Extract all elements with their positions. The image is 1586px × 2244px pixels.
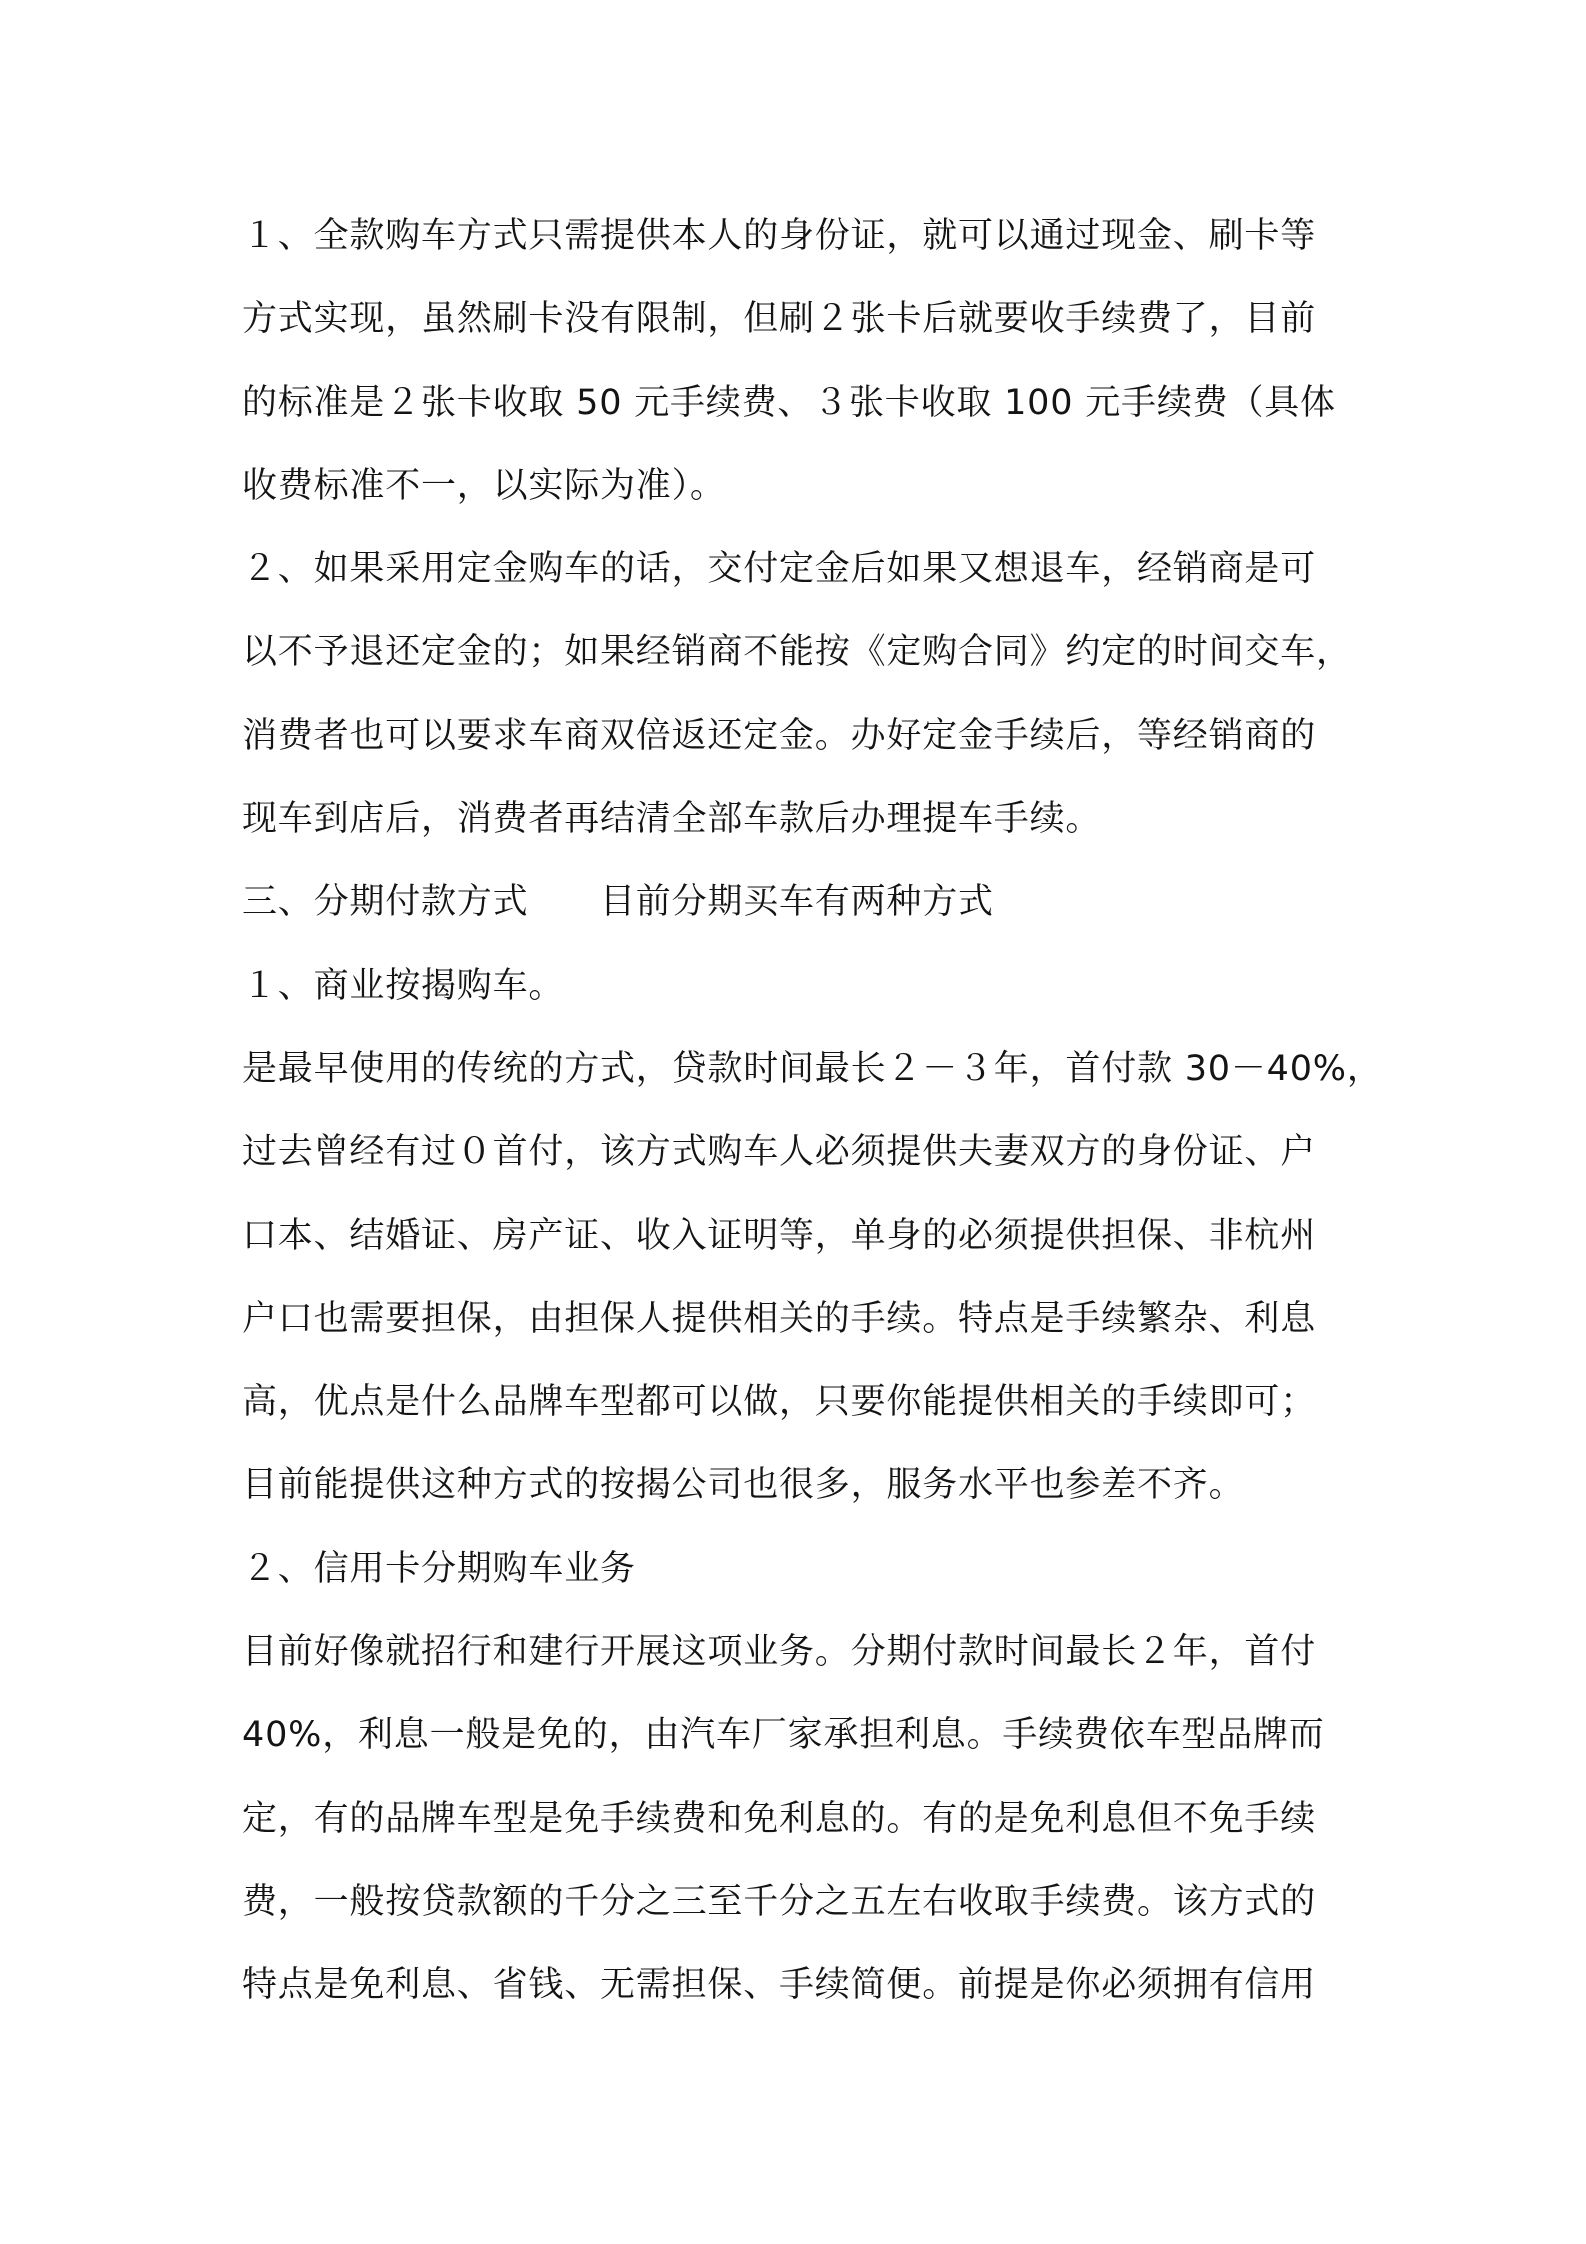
text-line: 是最早使用的传统的方式，贷款时间最长２－３年，首付款 30－40%， — [242, 1048, 1383, 1089]
text-line: 定，有的品牌车型是免手续费和免利息的。有的是免利息但不免手续 — [242, 1798, 1317, 1839]
text-line: 现车到店后，消费者再结清全部车款后办理提车手续。 — [242, 799, 1102, 840]
text-line: 的标准是２张卡收取 50 元手续费、３张卡收取 100 元手续费（具体 — [242, 382, 1336, 423]
document-body — [242, 195, 1383, 2028]
section-heading: 三、分期付款方式 目前分期买车有两种方式 — [242, 882, 994, 923]
text-line: 方式实现，虽然刷卡没有限制，但刷２张卡后就要收手续费了，目前 — [242, 299, 1317, 340]
text-line: 特点是免利息、省钱、无需担保、手续简便。前提是你必须拥有信用 — [242, 1965, 1317, 2006]
text-line: 费，一般按贷款额的千分之三至千分之五左右收取手续费。该方式的 — [242, 1881, 1317, 1922]
subsection-heading: １、商业按揭购车。 — [242, 965, 565, 1006]
text-line: 过去曾经有过０首付，该方式购车人必须提供夫妻双方的身份证、户 — [242, 1132, 1317, 1173]
text-line: 消费者也可以要求车商双倍返还定金。办好定金手续后，等经销商的 — [242, 715, 1317, 756]
text-line: 目前好像就招行和建行开展这项业务。分期付款时间最长２年，首付 — [242, 1632, 1317, 1673]
text-line: １、全款购车方式只需提供本人的身份证，就可以通过现金、刷卡等 — [242, 216, 1317, 256]
text-line: 高，优点是什么品牌车型都可以做，只要你能提供相关的手续即可； — [242, 1382, 1317, 1423]
text-line: 以不予退还定金的；如果经销商不能按《定购合同》约定的时间交车， — [242, 632, 1352, 673]
text-line: 户口也需要担保，由担保人提供相关的手续。特点是手续繁杂、利息 — [242, 1298, 1317, 1339]
text-line: ２、如果采用定金购车的话，交付定金后如果又想退车，经销商是可 — [242, 549, 1317, 590]
text-line: 目前能提供这种方式的按揭公司也很多，服务水平也参差不齐。 — [242, 1465, 1245, 1506]
text-line: 口本、结婚证、房产证、收入证明等，单身的必须提供担保、非杭州 — [242, 1215, 1317, 1256]
subsection-heading: ２、信用卡分期购车业务 — [242, 1548, 636, 1589]
text-line: 40%，利息一般是免的，由汽车厂家承担利息。手续费依车型品牌而 — [242, 1715, 1325, 1756]
text-line: 收费标准不一，以实际为准）。 — [242, 465, 726, 506]
